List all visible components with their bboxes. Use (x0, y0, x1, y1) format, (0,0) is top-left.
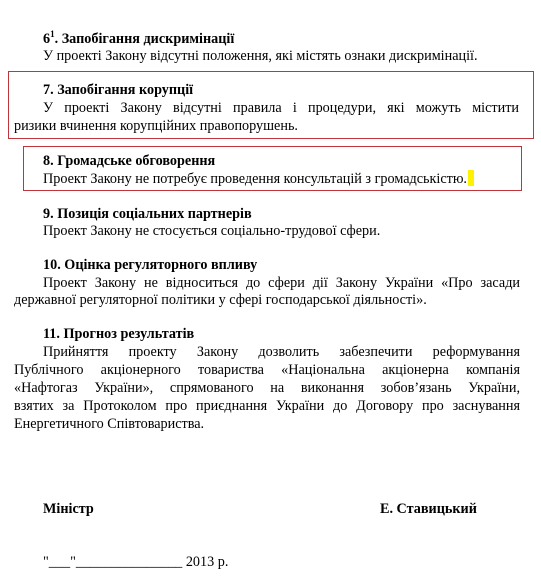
signature-name: Е. Ставицький (380, 501, 477, 517)
section-7-title: 7. Запобігання корупції (43, 82, 194, 98)
section-6-title (43, 30, 234, 48)
section-11-text-line-1: Прийняття проекту Закону дозволить забезпечити реформування (43, 344, 520, 360)
text-cursor-highlight (468, 170, 474, 186)
section-11-text-line-4: взятих за Протоколом про приєднання України до Договору про заснування (14, 398, 520, 414)
section-7-text-line-2: ризики вчинення корупційних правопорушень. (14, 118, 298, 134)
section-10-text-line-1: Проект Закону не відноситься до сфери дії Закону України «Про засади (43, 275, 520, 291)
section-11-title: 11. Прогноз результатів (43, 326, 195, 342)
section-7-text-line-1: У проекті Закону відсутні правила і процедури, які можуть містити (43, 100, 519, 116)
section-11-text-line-5: Енергетичного Співтовариства. (14, 416, 205, 432)
section-8-text-wrap (43, 170, 474, 188)
signature-date: "___"_______________ 2013 р. (43, 554, 229, 570)
section-6-text: У проекті Закону відсутні положення, які містять ознаки дискримінації. (43, 48, 478, 64)
section-6-number: 6 (43, 31, 51, 47)
section-11-text-line-2: Публічного акціонерного товариства «Національна акціонерна компанія (14, 362, 520, 378)
section-11-text-line-3: «Нафтогаз України», спрямованого на виконання зобов’язань України, (14, 380, 520, 396)
section-8-title: 8. Громадське обговорення (43, 153, 216, 169)
signature-role: Міністр (43, 501, 94, 517)
section-8-text: Проект Закону не потребує проведення консультацій з громадськістю. (43, 171, 467, 187)
section-9-title: 9. Позиція соціальних партнерів (43, 206, 252, 222)
section-10-title: 10. Оцінка регуляторного впливу (43, 257, 258, 273)
section-9-text: Проект Закону не стосується соціально-трудової сфери. (43, 223, 381, 239)
section-10-text-line-2: державної регуляторної політики у сфері господарської діяльності». (14, 292, 427, 308)
section-6-title-text: . Запобігання дискримінації (54, 31, 235, 47)
section-6-superscript: 1 (50, 29, 55, 39)
